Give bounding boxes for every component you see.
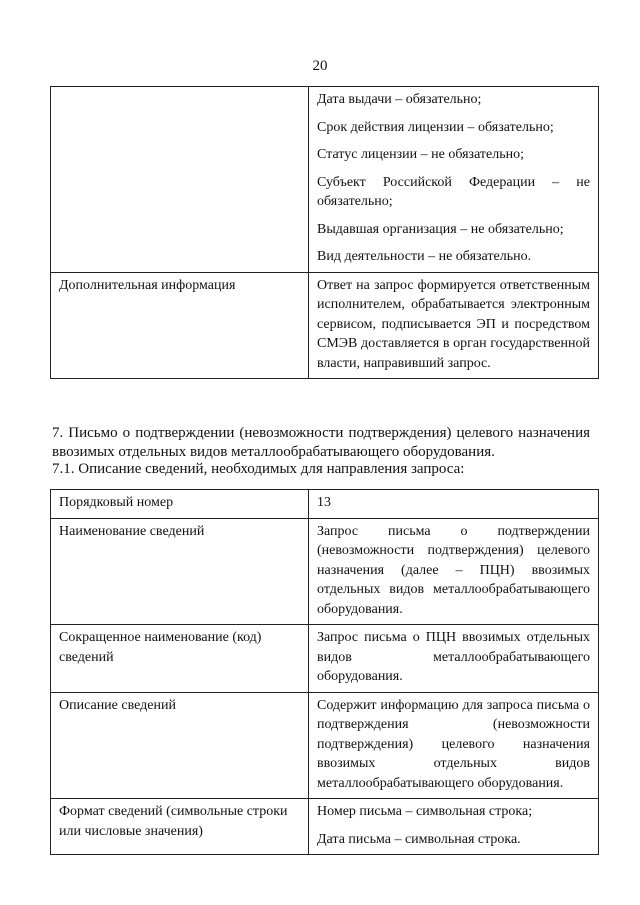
list-item: Выдавшая организация – не обязательно; <box>317 221 564 237</box>
table-row <box>51 692 599 799</box>
table-cell-value: Содержит информацию для запроса письма о подтверждения (невозможности подтверждения) целевого назначения ввозимых отдельных видов металлообрабатывающего оборудования. <box>309 692 599 799</box>
list-item: Номер письма – символьная строка; <box>317 804 533 819</box>
table-row <box>51 799 599 855</box>
table-cell-label: Сокращенное наименование (код) сведений <box>51 625 309 693</box>
list-item: Дата письма – символьная строка. <box>317 831 521 847</box>
table-cell-value <box>309 87 599 273</box>
table-row <box>51 625 599 693</box>
table-row <box>51 87 599 273</box>
table-row <box>51 490 599 519</box>
table-cell-label: Порядковый номер <box>51 490 309 519</box>
page-number: 20 <box>312 58 328 74</box>
list-item: Вид деятельности – не обязательно. <box>317 249 532 264</box>
table-cell-label: Описание сведений <box>51 692 309 799</box>
table-cell-value: 13 <box>309 490 599 519</box>
table-cell-label: Формат сведений (символьные строки или числовые значения) <box>51 799 309 855</box>
table-cell-value: Ответ на запрос формируется ответственным исполнителем, обрабатывается электронным сервисом, подписывается ЭП и посредством СМЭВ доставляется в орган государственной власти, направивший запрос. <box>309 272 599 379</box>
table-cell-label: Наименование сведений <box>51 518 309 625</box>
table-cell-value: Запрос письма о ПЦН ввозимых отдельных видов металлообрабатывающего оборудования. <box>309 625 599 693</box>
list-item: Дата выдачи – обязательно; <box>317 92 482 107</box>
list-item: Статус лицензии – не обязательно; <box>317 147 525 162</box>
list-item: Срок действия лицензии – обязательно; <box>317 119 554 135</box>
table-cell-label <box>51 87 309 273</box>
table-row <box>51 518 599 625</box>
subsection-heading: 7.1. Описание сведений, необходимых для направления запроса: <box>52 461 465 477</box>
table-request-description <box>50 489 599 855</box>
table-cell-value: Запрос письма о подтверждении (невозможности подтверждения) целевого назначения (далее – ПЦН) ввозимых отдельных видов металлообрабатывающего оборудования. <box>309 518 599 625</box>
table-cell-label: Дополнительная информация <box>51 272 309 379</box>
table-license-fields <box>50 86 599 379</box>
table-cell-value <box>309 799 599 855</box>
table-row <box>51 272 599 379</box>
list-item: Субъект Российской Федерации – не обязательно; <box>317 174 590 209</box>
section-heading: 7. Письмо о подтверждении (невозможности подтверждения) целевого назначения ввозимых отдельных видов металлообрабатывающего оборудования. <box>52 425 590 460</box>
